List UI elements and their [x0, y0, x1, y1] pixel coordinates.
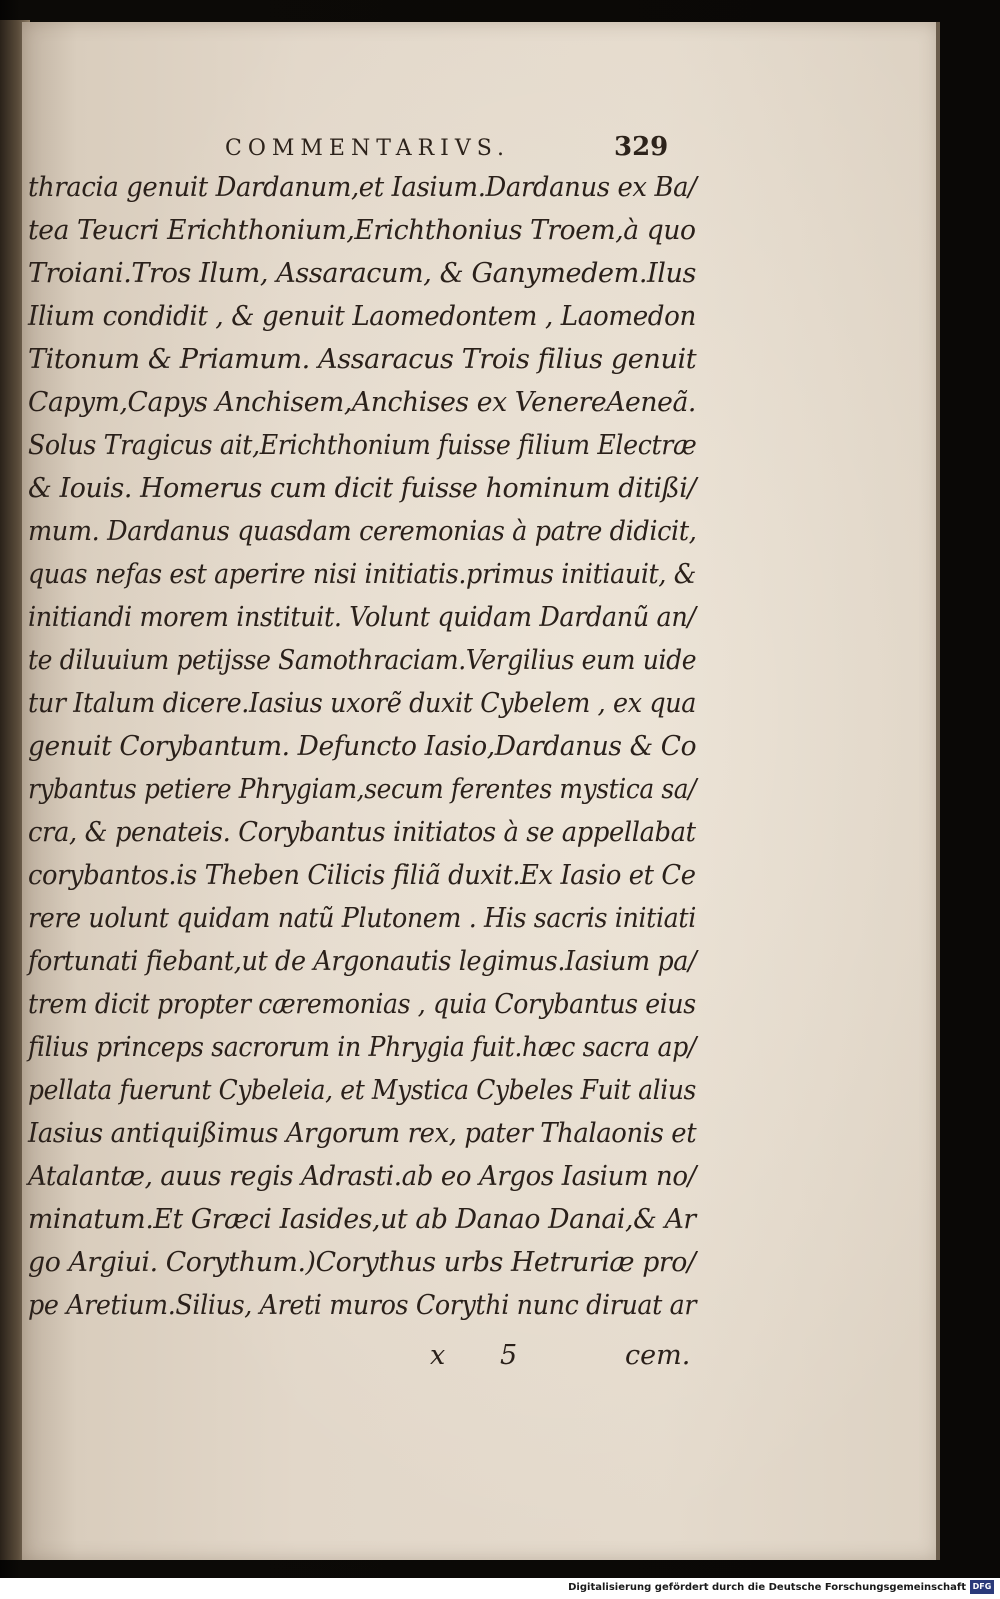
book-page	[22, 22, 938, 1560]
text-line: mum. Dardanus quasdam ceremonias à patre didicit,	[28, 516, 697, 547]
text-line: initiandi morem instituit. Volunt quidam Dardanũ an/	[28, 602, 696, 633]
text-line: Iasius antiquißimus Argorum rex, pater Thalaonis et	[28, 1118, 697, 1149]
text-line: Titonum & Priamum. Assaracus Trois filius genuit	[28, 344, 697, 375]
text-line: filius princeps sacrorum in Phrygia fuit.hæc sacra ap/	[28, 1032, 696, 1063]
text-line: corybantos.is Theben Cilicis filiã duxit.Ex Iasio et Ce	[28, 860, 696, 891]
signature-mark: x	[430, 1340, 446, 1371]
text-line: genuit Corybantum. Defuncto Iasio,Dardanus & Co	[28, 731, 697, 762]
text-line: tur Italum dicere.Iasius uxorẽ duxit Cybelem , ex qua	[28, 688, 697, 719]
text-line: quas nefas est aperire nisi initiatis.primus initiauit, &	[28, 559, 696, 590]
text-line: Troiani.Tros Ilum, Assaracum, & Ganymedem.Ilus	[28, 258, 697, 289]
page-header	[22, 132, 938, 166]
page-edge	[936, 22, 940, 1560]
text-line: minatum.Et Græci Iasides,ut ab Danao Danai,& Ar	[28, 1204, 696, 1235]
text-line: tea Teucri Erichthonium,Erichthonius Troem,à quo	[28, 215, 696, 246]
signature-number: 5	[500, 1340, 518, 1371]
text-line: rere uolunt quidam natũ Plutonem . His sacris initiati	[28, 903, 696, 934]
text-line: te diluuium petijsse Samothraciam.Vergilius eum uide	[28, 645, 697, 676]
text-line: thracia genuit Dardanum,et Iasium.Dardanus ex Ba/	[28, 172, 697, 203]
text-line: trem dicit propter cæremonias , quia Corybantus eius	[28, 989, 696, 1020]
text-line: & Iouis. Homerus cum dicit fuisse hominum ditißi/	[28, 473, 697, 504]
text-line: pellata fuerunt Cybeleia, et Mystica Cybeles Fuit alius	[28, 1075, 696, 1106]
text-line: Atalantæ, auus regis Adrasti.ab eo Argos Iasium no/	[28, 1161, 697, 1192]
signature-line	[22, 1340, 938, 1374]
text-line: Ilium condidit , & genuit Laomedontem , Laomedon	[28, 301, 696, 332]
text-line: pe Aretium.Silius, Areti muros Corythi nunc diruat ar	[28, 1290, 697, 1321]
page-number: 329	[614, 132, 669, 162]
text-line: go Argiui. Corythum.)Corythus urbs Hetruriæ pro/	[28, 1247, 696, 1278]
catchword: cem.	[625, 1340, 691, 1371]
text-line: Capym,Capys Anchisem,Anchises ex VenereAeneã.	[28, 387, 696, 418]
text-line: Solus Tragicus ait,Erichthonium fuisse filium Electræ	[28, 430, 697, 461]
text-line: fortunati fiebant,ut de Argonautis legimus.Iasium pa/	[28, 946, 697, 977]
dfg-logo-icon: DFG	[970, 1580, 994, 1594]
text-line: rybantus petiere Phrygiam,secum ferentes mystica sa/	[28, 774, 697, 805]
text-line: cra, & penateis. Corybantus initiatos à se appellabat	[28, 817, 696, 848]
digitization-credit: Digitalisierung gefördert durch die Deutsche Forschungsgemeinschaft	[568, 1582, 966, 1593]
running-head: COMMENTARIVS.	[225, 136, 511, 161]
